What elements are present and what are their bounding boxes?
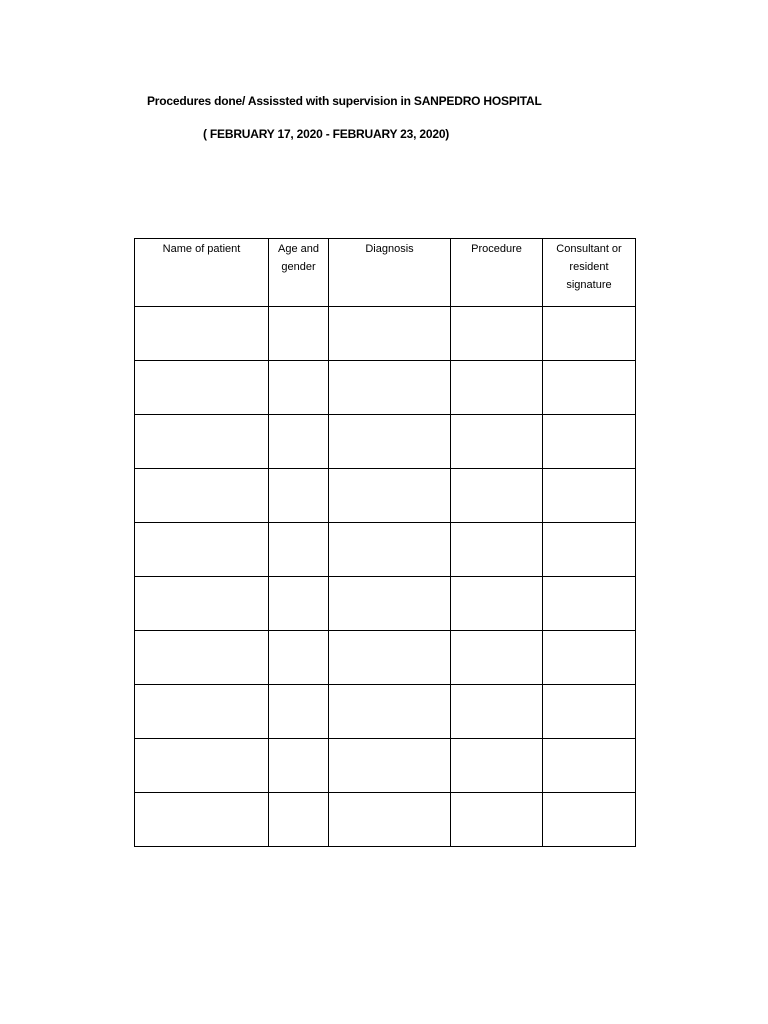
patient-name-cell[interactable]	[135, 523, 269, 577]
header-procedure: Procedure	[451, 239, 543, 307]
patient-name-cell[interactable]	[135, 415, 269, 469]
procedure-cell[interactable]	[451, 307, 543, 361]
patient-name-cell[interactable]	[135, 793, 269, 847]
signature-cell[interactable]	[543, 793, 636, 847]
patient-name-cell[interactable]	[135, 739, 269, 793]
document-title: Procedures done/ Assissted with supervision in SANPEDRO HOSPITAL	[147, 94, 542, 108]
procedure-cell[interactable]	[451, 361, 543, 415]
table-row	[135, 361, 636, 415]
table-row	[135, 793, 636, 847]
header-age-and-gender: Age and gender	[269, 239, 329, 307]
age-gender-cell[interactable]	[269, 577, 329, 631]
age-gender-cell[interactable]	[269, 523, 329, 577]
age-gender-cell[interactable]	[269, 739, 329, 793]
diagnosis-cell[interactable]	[329, 523, 451, 577]
table-row	[135, 307, 636, 361]
signature-cell[interactable]	[543, 631, 636, 685]
diagnosis-cell[interactable]	[329, 469, 451, 523]
patient-name-cell[interactable]	[135, 685, 269, 739]
diagnosis-cell[interactable]	[329, 307, 451, 361]
signature-cell[interactable]	[543, 739, 636, 793]
table-header-row	[135, 239, 636, 307]
procedure-cell[interactable]	[451, 685, 543, 739]
header-name-of-patient: Name of patient	[135, 239, 269, 307]
procedure-cell[interactable]	[451, 415, 543, 469]
header-diagnosis: Diagnosis	[329, 239, 451, 307]
age-gender-cell[interactable]	[269, 685, 329, 739]
patient-name-cell[interactable]	[135, 307, 269, 361]
table-row	[135, 739, 636, 793]
table-row	[135, 523, 636, 577]
patient-name-cell[interactable]	[135, 631, 269, 685]
header-consultant-signature: Consultant or resident signature	[543, 239, 636, 307]
table-row	[135, 469, 636, 523]
procedure-cell[interactable]	[451, 523, 543, 577]
age-gender-cell[interactable]	[269, 793, 329, 847]
table-row	[135, 577, 636, 631]
diagnosis-cell[interactable]	[329, 577, 451, 631]
signature-cell[interactable]	[543, 361, 636, 415]
age-gender-cell[interactable]	[269, 361, 329, 415]
procedure-cell[interactable]	[451, 793, 543, 847]
age-gender-cell[interactable]	[269, 631, 329, 685]
table-row	[135, 631, 636, 685]
table-row	[135, 685, 636, 739]
diagnosis-cell[interactable]	[329, 415, 451, 469]
diagnosis-cell[interactable]	[329, 631, 451, 685]
diagnosis-cell[interactable]	[329, 739, 451, 793]
procedure-cell[interactable]	[451, 577, 543, 631]
signature-cell[interactable]	[543, 523, 636, 577]
table-row	[135, 415, 636, 469]
age-gender-cell[interactable]	[269, 307, 329, 361]
signature-cell[interactable]	[543, 415, 636, 469]
age-gender-cell[interactable]	[269, 469, 329, 523]
diagnosis-cell[interactable]	[329, 361, 451, 415]
document-date-range: ( FEBRUARY 17, 2020 - FEBRUARY 23, 2020)	[203, 127, 450, 141]
signature-cell[interactable]	[543, 685, 636, 739]
age-gender-cell[interactable]	[269, 415, 329, 469]
procedure-cell[interactable]	[451, 469, 543, 523]
procedures-log-table	[134, 238, 636, 847]
diagnosis-cell[interactable]	[329, 793, 451, 847]
patient-name-cell[interactable]	[135, 469, 269, 523]
signature-cell[interactable]	[543, 469, 636, 523]
procedure-cell[interactable]	[451, 739, 543, 793]
patient-name-cell[interactable]	[135, 361, 269, 415]
procedure-cell[interactable]	[451, 631, 543, 685]
patient-name-cell[interactable]	[135, 577, 269, 631]
signature-cell[interactable]	[543, 577, 636, 631]
table-body	[135, 307, 636, 847]
signature-cell[interactable]	[543, 307, 636, 361]
diagnosis-cell[interactable]	[329, 685, 451, 739]
